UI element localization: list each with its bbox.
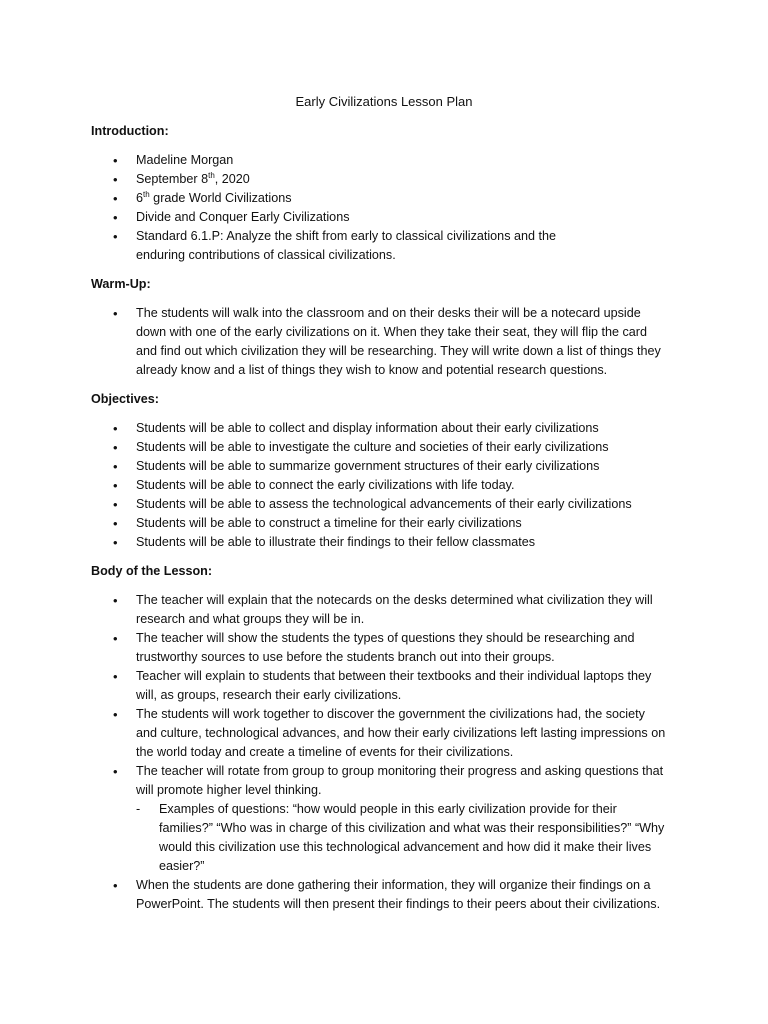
example-line: families?” “Who was in charge of this civilization and what was their responsibilities?” “Why (159, 821, 665, 835)
date-year: , 2020 (214, 172, 250, 186)
objective-text: Students will be able to connect the early civilizations with life today. (136, 478, 515, 492)
body-line: When the students are done gathering their information, they will organize their findings on a (136, 878, 651, 892)
warmup-line: down with one of the early civilizations on it. When they take their seat, they will flip the card (136, 325, 647, 339)
unit-name: Divide and Conquer Early Civilizations (136, 210, 350, 224)
list-item (91, 438, 691, 457)
body-line: The students will work together to discover the government the civilizations had, the society (136, 707, 645, 721)
body-line: The teacher will show the students the types of questions they should be researching and (136, 631, 635, 645)
body-line: research and what groups they will be in. (136, 612, 365, 626)
objectives-list (91, 419, 691, 552)
list-item (91, 762, 691, 876)
objective-text: Students will be able to investigate the culture and societies of their early civilizations (136, 440, 609, 454)
list-item (91, 495, 691, 514)
body-line: will, as groups, research their early civilizations. (136, 688, 402, 702)
standard-line-2: enduring contributions of classical civilizations. (136, 248, 396, 262)
example-line: Examples of questions: “how would people in this early civilization provide for their (159, 802, 617, 816)
grade-rest: grade World Civilizations (149, 191, 292, 205)
lesson-date (136, 172, 250, 186)
list-item (91, 667, 691, 705)
body-line: trustworthy sources to use before the students branch out into their groups. (136, 650, 555, 664)
author-name: Madeline Morgan (136, 153, 234, 167)
introduction-heading: Introduction: (91, 124, 169, 138)
list-item (91, 591, 691, 629)
body-line: The teacher will rotate from group to group monitoring their progress and asking questions that (136, 764, 664, 778)
list-item (91, 170, 691, 189)
warmup-line: already know and a list of things they wish to know and potential research questions. (136, 363, 608, 377)
body-heading: Body of the Lesson: (91, 564, 213, 578)
document-title: Early Civilizations Lesson Plan (295, 94, 473, 109)
date-month-day: September 8 (136, 172, 209, 186)
list-item (91, 151, 691, 170)
objective-text: Students will be able to assess the technological advancements of their early civilizations (136, 497, 632, 511)
objective-text: Students will be able to summarize government structures of their early civilizations (136, 459, 600, 473)
example-line: would this civilization use this technological advancement and how did it make their lives (159, 840, 652, 854)
warmup-heading: Warm-Up: (91, 277, 151, 291)
body-list (91, 591, 691, 914)
body-line: the world today and create a timeline of events for their civilizations. (136, 745, 514, 759)
list-item (91, 457, 691, 476)
introduction-list (91, 151, 691, 265)
warmup-line: The students will walk into the classroom and on their desks their will be a notecard upside (136, 306, 641, 320)
list-item (91, 705, 691, 762)
list-item (91, 208, 691, 227)
list-item (91, 227, 691, 265)
list-item (91, 533, 691, 552)
objective-text: Students will be able to collect and display information about their early civilizations (136, 421, 599, 435)
list-item (91, 419, 691, 438)
body-line: and culture, technological advances, and how their early civilizations left lasting impressions on (136, 726, 666, 740)
objective-text: Students will be able to construct a timeline for their early civilizations (136, 516, 522, 530)
list-item (91, 304, 691, 380)
standard-line-1: Standard 6.1.P: Analyze the shift from early to classical civilizations and the (136, 229, 557, 243)
warmup-list (91, 304, 691, 380)
sub-list-item (136, 800, 691, 876)
date-suffix: th (208, 170, 215, 180)
body-line: PowerPoint. The students will then present their findings to their peers about their civilizations. (136, 897, 661, 911)
body-line: The teacher will explain that the notecards on the desks determined what civilization they will (136, 593, 653, 607)
body-line: Teacher will explain to students that between their textbooks and their individual laptops they (136, 669, 652, 683)
grade-level (136, 191, 292, 205)
example-line: easier?” (159, 859, 205, 873)
objectives-heading: Objectives: (91, 392, 159, 406)
list-item (91, 514, 691, 533)
list-item (91, 189, 691, 208)
grade-number: 6 (136, 191, 144, 205)
warmup-line: and find out which civilization they will be researching. They will write down a list of things they (136, 344, 661, 358)
list-item (91, 876, 691, 914)
sub-list (136, 800, 691, 876)
objective-text: Students will be able to illustrate their findings to their fellow classmates (136, 535, 535, 549)
grade-suffix: th (143, 189, 150, 199)
list-item (91, 476, 691, 495)
body-line: will promote higher level thinking. (136, 783, 322, 797)
document-content (91, 122, 691, 924)
list-item (91, 629, 691, 667)
